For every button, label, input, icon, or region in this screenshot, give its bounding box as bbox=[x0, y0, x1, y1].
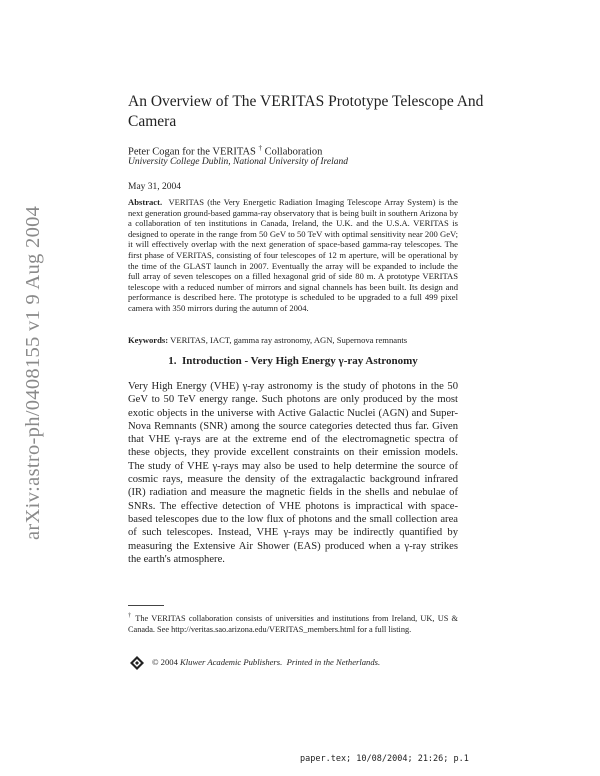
affiliation: University College Dublin, National University of Ireland bbox=[128, 157, 348, 167]
section-title: Introduction - Very High Energy γ-ray Astronomy bbox=[182, 355, 418, 367]
arxiv-identifier: arXiv:astro-ph/0408155 v1 9 Aug 2004 bbox=[22, 205, 44, 540]
running-footer: paper.tex; 10/08/2004; 21:26; p.1 bbox=[300, 754, 469, 764]
paper-title: An Overview of The VERITAS Prototype Telescope And Camera bbox=[128, 93, 484, 130]
keywords-text: VERITAS, IACT, gamma ray astronomy, AGN, Supernova remnants bbox=[170, 335, 408, 345]
abstract-label: Abstract. bbox=[128, 197, 163, 207]
footnote-mark: † bbox=[128, 613, 133, 619]
footnote-text: The VERITAS collaboration consists of universities and institutions from Ireland, UK, US & Canada. See http://veritas.sao.arizona.edu/VERITAS_members.html for a full listing. bbox=[128, 613, 458, 634]
abstract bbox=[128, 197, 458, 314]
author-suffix: Collaboration bbox=[264, 146, 323, 158]
footnote-marker: † bbox=[258, 144, 262, 152]
author-line bbox=[128, 144, 322, 158]
publisher-logo-icon bbox=[130, 656, 144, 670]
body-paragraph: Very High Energy (VHE) γ-ray astronomy is the study of photons in the 50 GeV to 50 TeV energy range. Such photons are only produced by the most exotic objects in the universe with Active Galactic Nuclei (AGN) and Super-Nova Remnants (SNR) among the source categories detected thus far. Given that VHE γ-rays are at the extreme end of the electromagnetic spectra of these objects, they provide excellent constraints on their emission models. The study of VHE γ-rays may also be used to help determine the source of cosmic rays, measure the density of the extragalactic background infrared (IR) radiation and measure the magnetic fields in the shells and nebulae of SNRs. The effective detection of VHE photons is impractical with space-based telescopes due to the low flux of photons and the small collection area of such telescopes. Instead, VHE γ-rays may be indirectly quantified by measuring the Extensive Air Shower (EAS) produced when a γ-ray strikes the earth's atmosphere. bbox=[128, 381, 458, 565]
printed-in: Printed in the Netherlands. bbox=[286, 657, 381, 667]
section-heading bbox=[128, 355, 458, 367]
section-number: 1. bbox=[168, 355, 177, 367]
keywords-label: Keywords: bbox=[128, 335, 169, 345]
copyright: © 2004 bbox=[152, 657, 178, 667]
publisher-line bbox=[152, 657, 380, 667]
abstract-text: VERITAS (the Very Energetic Radiation Imaging Telescope Array System) is the next generation ground-based gamma-ray observatory that is being built in southern Arizona by a collaboration of ten institutions in Canada, Ireland, the U.K. and the U.S.A. VERITAS is designed to operate in the range from 50 GeV to 50 TeV with optimal sensitivity near 200 GeV; it will effectively overlap with the next generation of space-based gamma-ray telescopes. The first phase of VERITAS, consisting of four telescopes of 12 m aperture, will be operational by the time of the GLAST launch in 2007. Eventually the array will be expanded to include the full array of seven telescopes on a filled hexagonal grid of side 80 m. A prototype VERITAS telescope with a reduced number of mirrors and signal channels has been built. Its design and performance is described here. The prototype is scheduled to be upgraded to a full 499 pixel camera with 350 mirrors during the autumn of 2004. bbox=[128, 197, 458, 313]
footnote-divider bbox=[128, 605, 164, 606]
footnote bbox=[128, 611, 458, 635]
paper-date: May 31, 2004 bbox=[128, 182, 182, 192]
publisher-name: Kluwer Academic Publishers. bbox=[180, 657, 283, 667]
author-name: Peter Cogan for the VERITAS bbox=[128, 146, 256, 158]
keywords bbox=[128, 335, 458, 345]
